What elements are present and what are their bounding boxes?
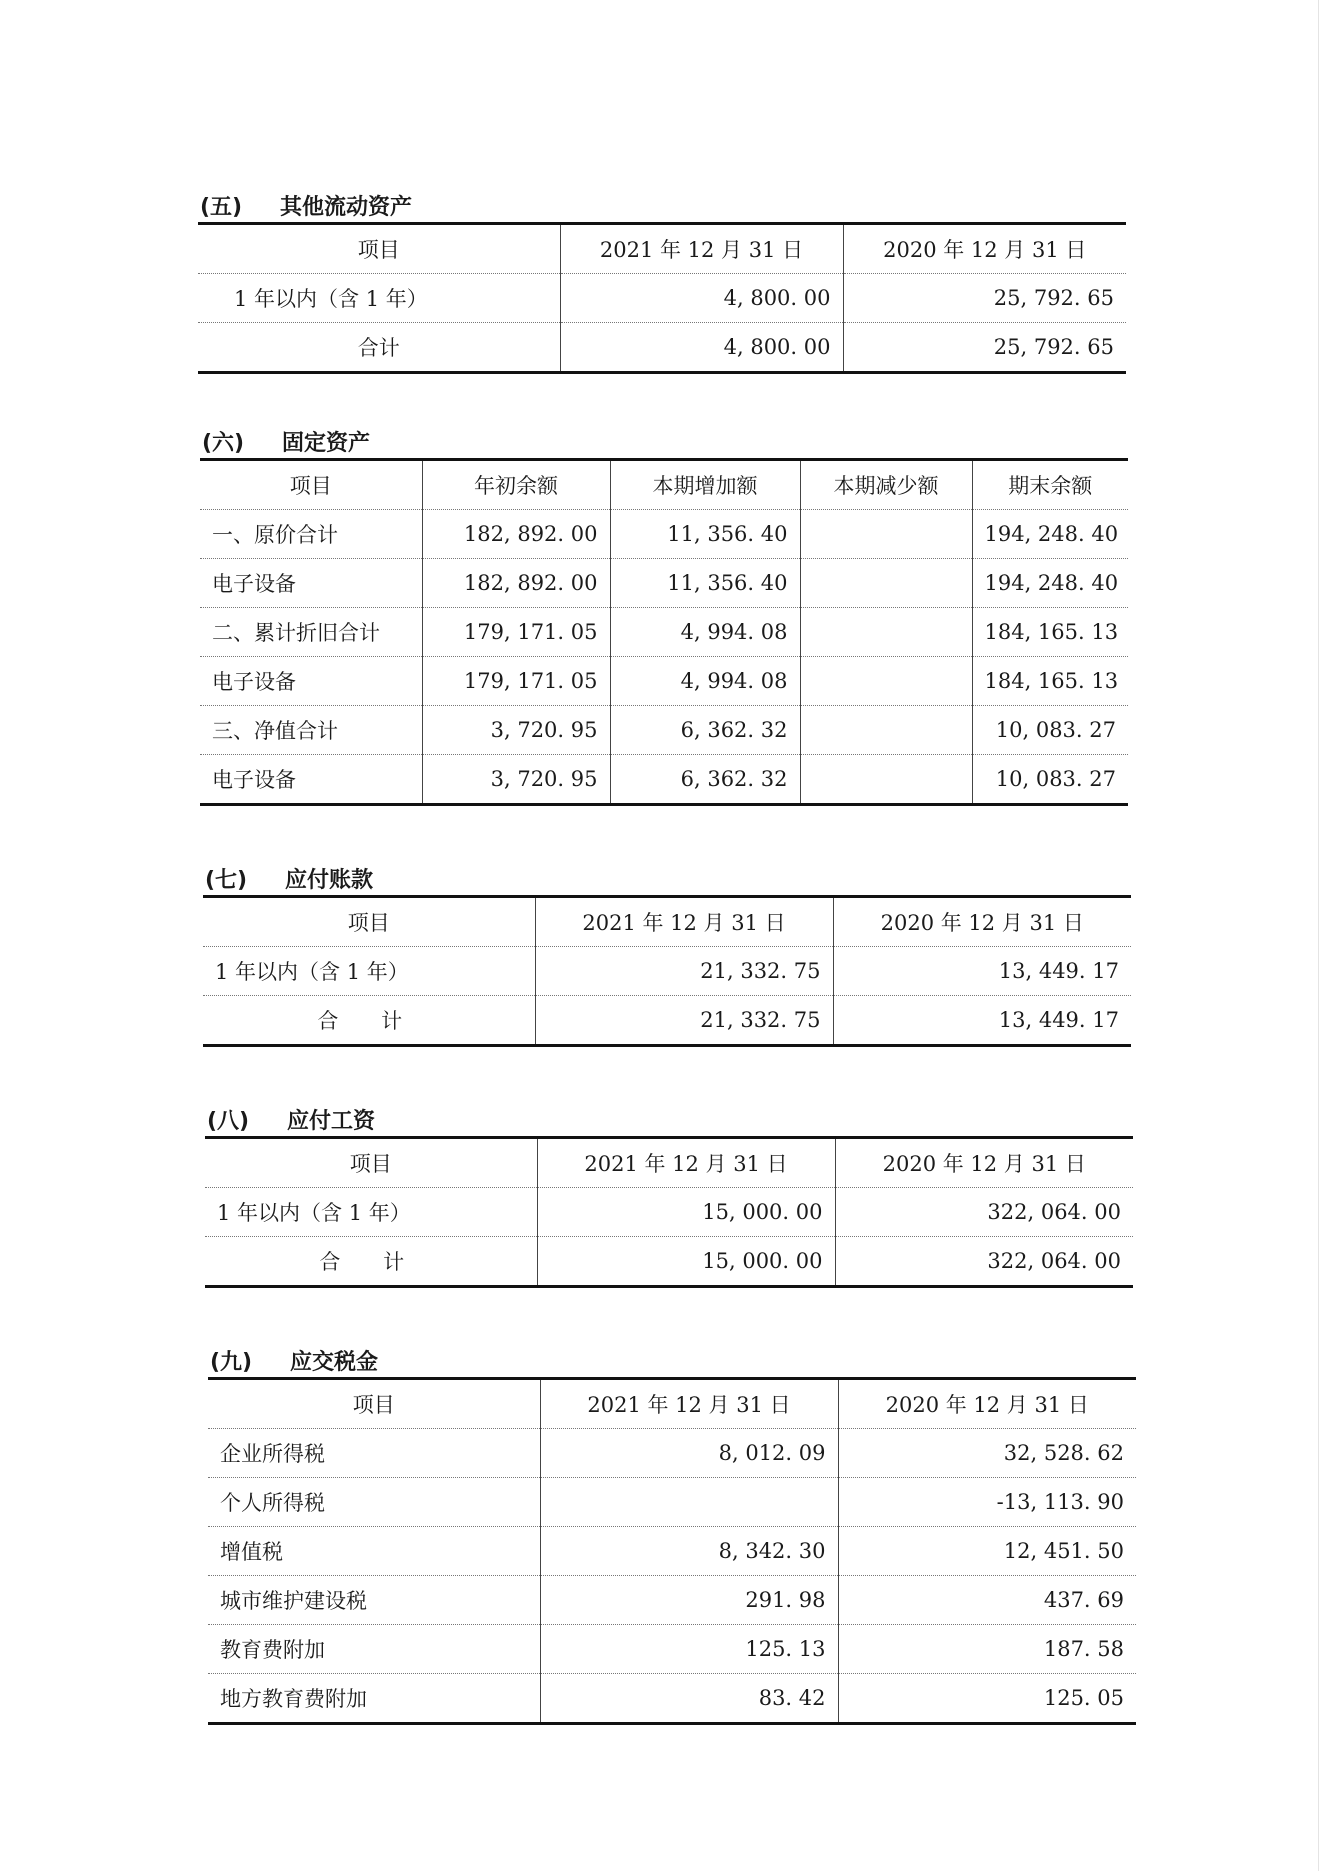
table-row [200,657,1128,706]
value-begin: 3, 720. 95 [422,755,610,805]
value-2021: 15, 000. 00 [537,1237,835,1287]
table-row [208,1429,1136,1478]
section-other-current-assets [198,194,1126,374]
header-item: 项目 [349,1152,392,1176]
header-end: 期末余额 [972,460,1128,510]
table-header-row [205,1138,1133,1188]
value-increase: 11, 356. 40 [610,510,800,559]
fixed-assets-table [200,458,1128,806]
value-2020: 13, 449. 17 [833,947,1131,996]
value-decrease [800,559,972,608]
header-begin: 年初余额 [422,460,610,510]
value-2020: 25, 792. 65 [843,323,1126,373]
section-title [198,194,1126,222]
row-item: 合 计 [203,996,535,1046]
value-increase: 6, 362. 32 [610,755,800,805]
value-decrease [800,706,972,755]
value-2020: -13, 113. 90 [838,1478,1136,1527]
section-heading: 应付账款 [285,868,374,893]
table-row [200,510,1128,559]
header-2020: 2020 年 12 月 31 日 [833,897,1131,947]
table-row [208,1576,1136,1625]
section-title [208,1349,1136,1377]
header-2020: 2020 年 12 月 31 日 [838,1379,1136,1429]
value-begin: 182, 892. 00 [422,559,610,608]
value-2021: 8, 342. 30 [540,1527,838,1576]
value-end: 10, 083. 27 [972,706,1128,755]
value-2020: 322, 064. 00 [835,1237,1133,1287]
value-decrease [800,510,972,559]
header-2021: 2021 年 12 月 31 日 [535,897,833,947]
row-item: 企业所得税 [208,1429,540,1478]
section-heading: 应交税金 [290,1350,379,1375]
value-2021: 291. 98 [540,1576,838,1625]
table-row [200,608,1128,657]
row-item: 合 计 [205,1237,537,1287]
value-2020: 437. 69 [838,1576,1136,1625]
value-end: 10, 083. 27 [972,755,1128,805]
table-header-row [203,897,1131,947]
value-2020: 322, 064. 00 [835,1188,1133,1237]
table-row [200,755,1128,805]
value-2021: 4, 800. 00 [560,323,843,373]
row-item: 合计 [198,323,560,373]
header-2020: 2020 年 12 月 31 日 [843,224,1126,274]
value-2021: 21, 332. 75 [535,996,833,1046]
other-current-assets-table [198,222,1126,374]
value-decrease [800,657,972,706]
row-item: 一、原价合计 [200,510,422,559]
section-title [200,430,1128,458]
value-2020: 32, 528. 62 [838,1429,1136,1478]
header-item: 项目 [289,474,332,498]
value-increase: 4, 994. 08 [610,608,800,657]
header-item: 项目 [352,1393,395,1417]
value-begin: 179, 171. 05 [422,608,610,657]
table-row [205,1188,1133,1237]
section-title [205,1108,1133,1136]
section-number: (八) [207,1109,250,1134]
table-row [208,1478,1136,1527]
value-2021: 8, 012. 09 [540,1429,838,1478]
section-number: (五) [200,195,243,220]
value-2020: 25, 792. 65 [843,274,1126,323]
header-item: 项目 [347,911,390,935]
value-begin: 179, 171. 05 [422,657,610,706]
value-2021: 125. 13 [540,1625,838,1674]
table-header-row [198,224,1126,274]
section-number: (七) [205,868,248,893]
row-item: 电子设备 [200,559,422,608]
header-2021: 2021 年 12 月 31 日 [540,1379,838,1429]
section-number: (六) [202,431,245,456]
value-2021: 15, 000. 00 [537,1188,835,1237]
row-item: 三、净值合计 [200,706,422,755]
row-item: 教育费附加 [208,1625,540,1674]
section-accounts-payable [203,867,1131,1047]
value-2020: 125. 05 [838,1674,1136,1724]
value-end: 184, 165. 13 [972,608,1128,657]
value-begin: 182, 892. 00 [422,510,610,559]
table-row-total [205,1237,1133,1287]
table-row [208,1625,1136,1674]
value-decrease [800,608,972,657]
value-2021 [540,1478,838,1527]
value-increase: 4, 994. 08 [610,657,800,706]
table-row [203,947,1131,996]
value-2020: 13, 449. 17 [833,996,1131,1046]
table-row-total [198,323,1126,373]
value-2021: 4, 800. 00 [560,274,843,323]
taxes-payable-table [208,1377,1136,1725]
table-row-total [203,996,1131,1046]
value-2020: 187. 58 [838,1625,1136,1674]
section-heading: 应付工资 [287,1109,376,1134]
header-item: 项目 [357,238,400,262]
value-end: 194, 248. 40 [972,559,1128,608]
value-end: 184, 165. 13 [972,657,1128,706]
row-item: 个人所得税 [208,1478,540,1527]
row-item: 电子设备 [200,755,422,805]
header-2021: 2021 年 12 月 31 日 [560,224,843,274]
row-item: 地方教育费附加 [208,1674,540,1724]
value-2021: 83. 42 [540,1674,838,1724]
row-item: 电子设备 [200,657,422,706]
header-increase: 本期增加额 [610,460,800,510]
row-item: 城市维护建设税 [208,1576,540,1625]
row-item: 1 年以内（含 1 年） [198,274,560,323]
value-increase: 6, 362. 32 [610,706,800,755]
row-item: 二、累计折旧合计 [200,608,422,657]
section-wages-payable [205,1108,1133,1288]
table-header-row [208,1379,1136,1429]
table-row [208,1674,1136,1724]
wages-payable-table [205,1136,1133,1288]
value-decrease [800,755,972,805]
header-2021: 2021 年 12 月 31 日 [537,1138,835,1188]
table-row [198,274,1126,323]
table-row [208,1527,1136,1576]
section-heading: 固定资产 [282,431,371,456]
row-item: 1 年以内（含 1 年） [203,947,535,996]
table-header-row [200,460,1128,510]
section-taxes-payable [208,1349,1136,1725]
page-edge [1318,0,1319,1871]
section-fixed-assets [200,430,1128,806]
value-increase: 11, 356. 40 [610,559,800,608]
header-2020: 2020 年 12 月 31 日 [835,1138,1133,1188]
section-heading: 其他流动资产 [280,195,413,220]
table-row [200,706,1128,755]
header-decrease: 本期减少额 [800,460,972,510]
section-title [203,867,1131,895]
table-row [200,559,1128,608]
section-number: (九) [210,1350,253,1375]
value-2020: 12, 451. 50 [838,1527,1136,1576]
row-item: 1 年以内（含 1 年） [205,1188,537,1237]
value-end: 194, 248. 40 [972,510,1128,559]
value-begin: 3, 720. 95 [422,706,610,755]
row-item: 增值税 [208,1527,540,1576]
value-2021: 21, 332. 75 [535,947,833,996]
accounts-payable-table [203,895,1131,1047]
